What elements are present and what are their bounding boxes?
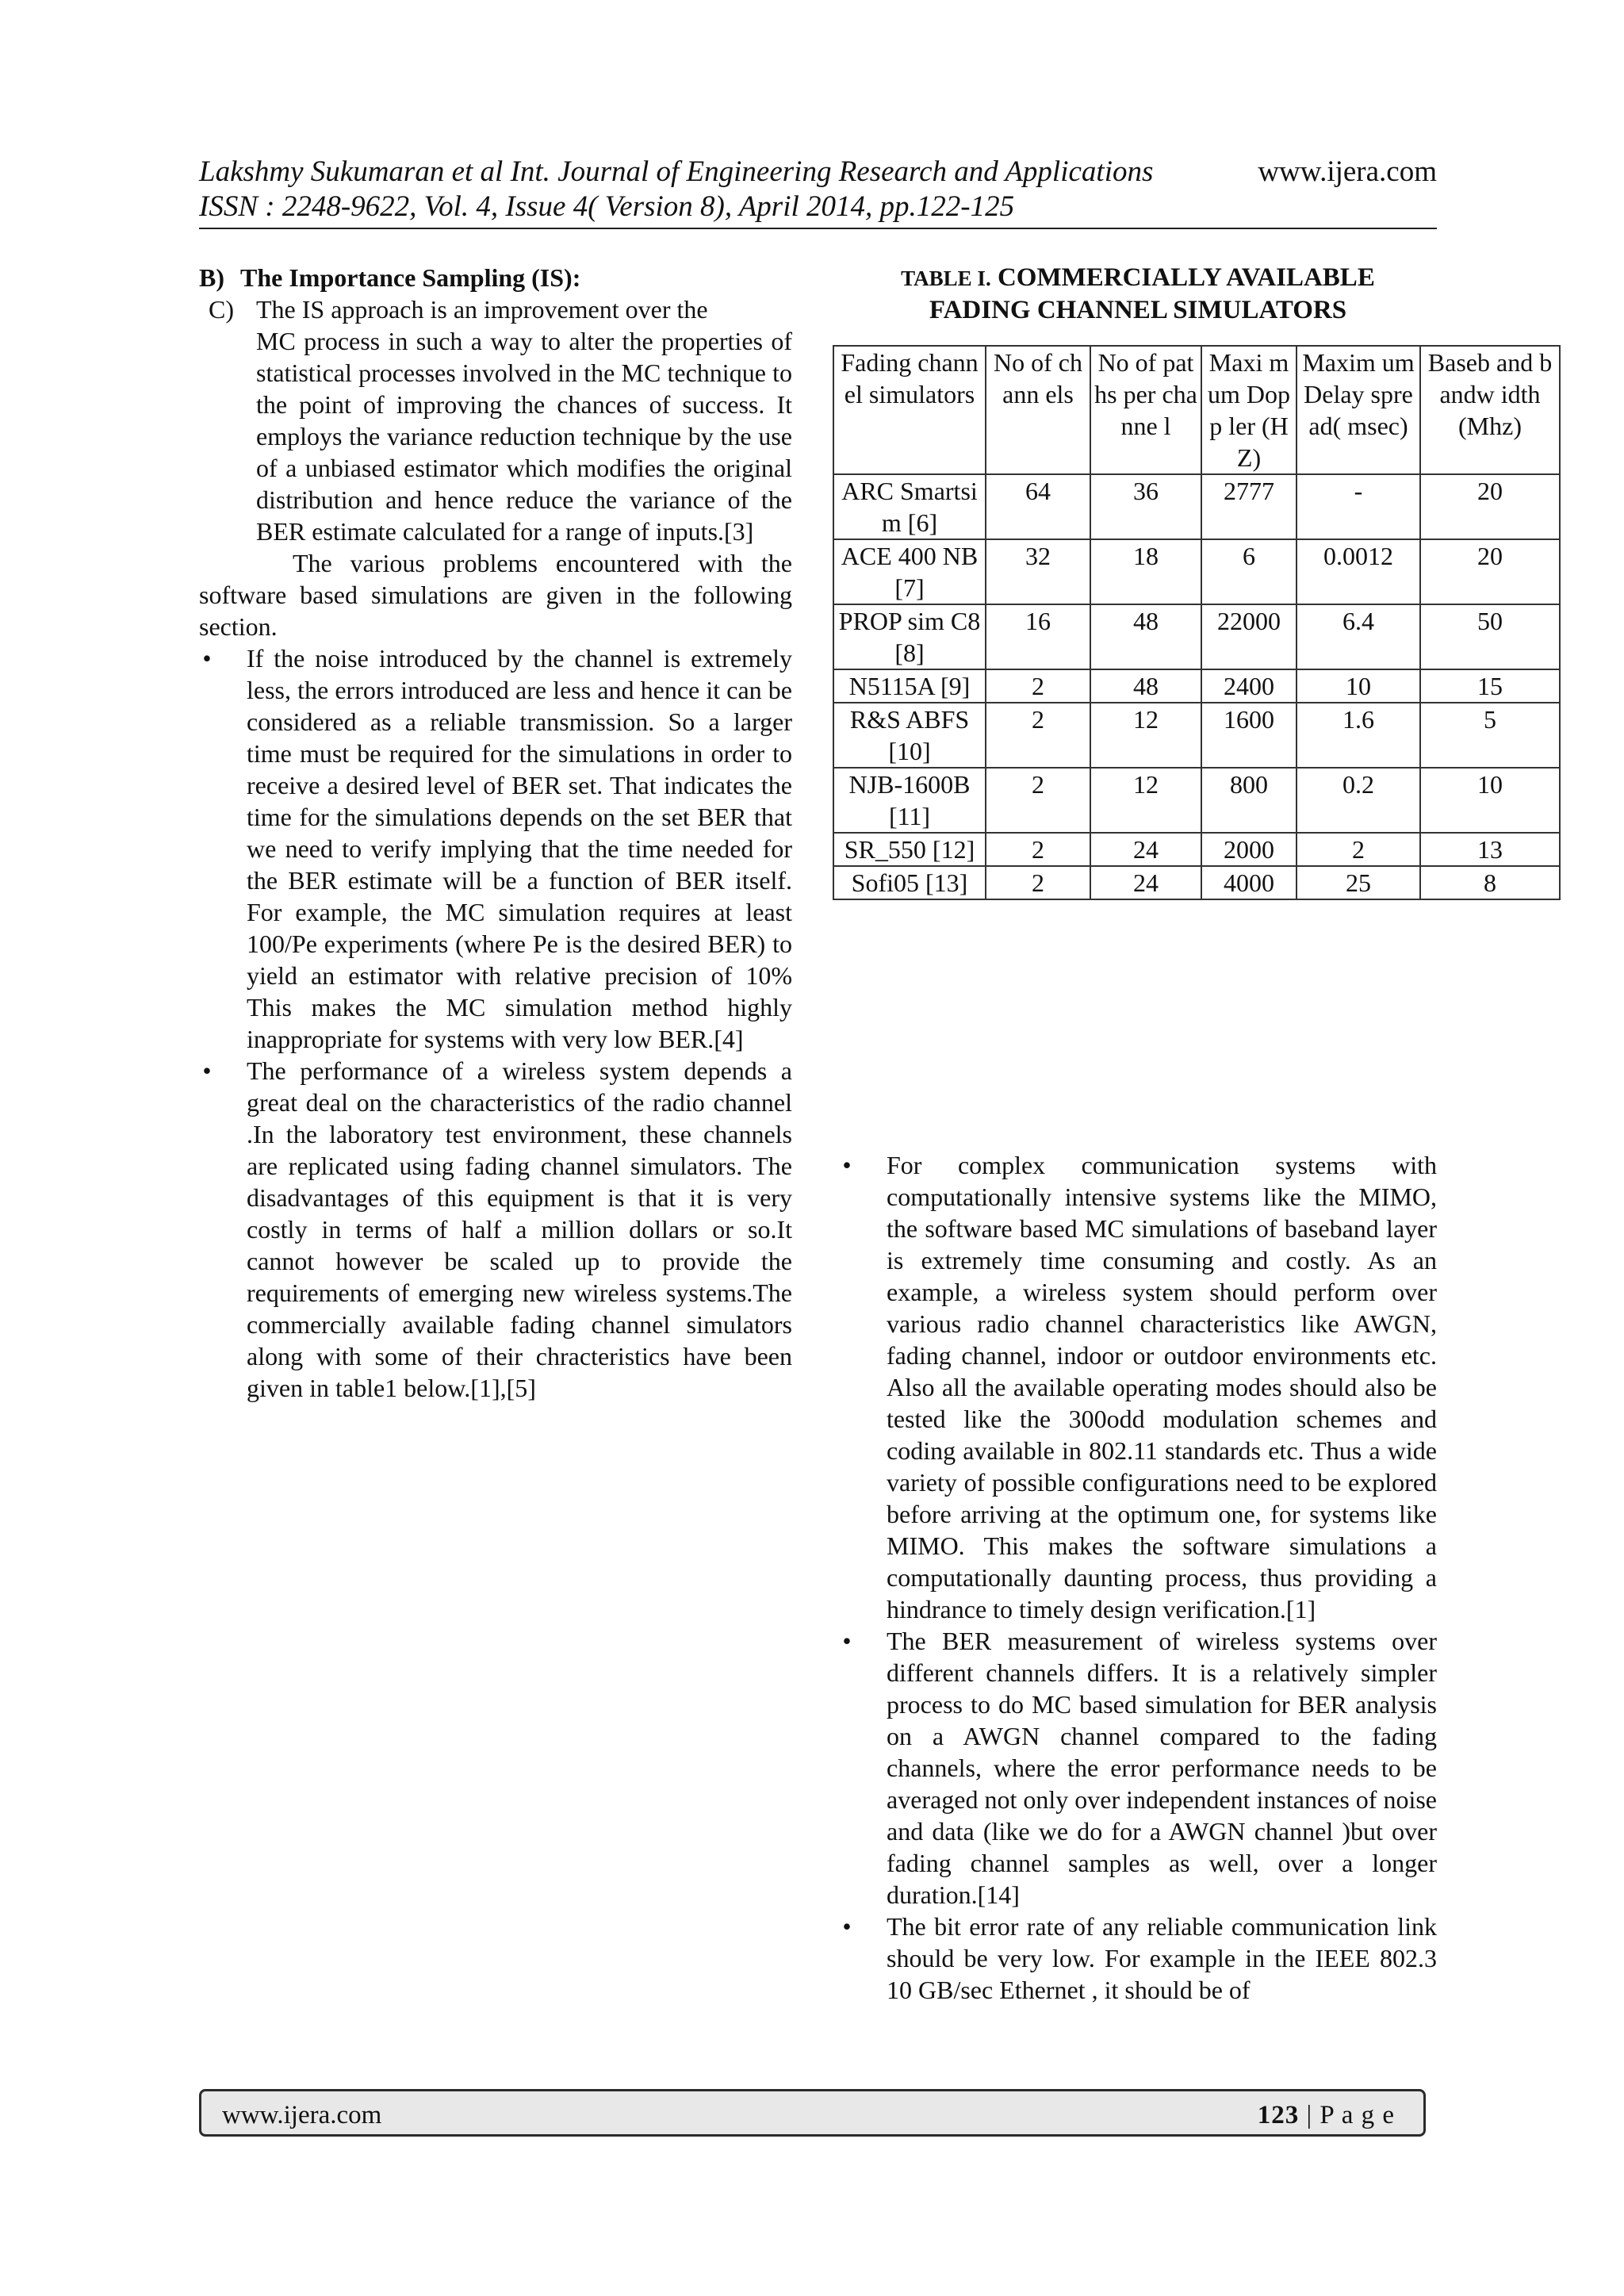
- column-header: Baseb and bandw idth (Mhz): [1420, 346, 1560, 474]
- table-cell: N5115A [9]: [833, 669, 986, 703]
- table-row: [833, 866, 1560, 899]
- table-cell: 10: [1297, 669, 1420, 703]
- table-header-row: [833, 346, 1560, 474]
- table-cell: 64: [986, 474, 1090, 539]
- table-cell: 0.0012: [1297, 539, 1420, 604]
- table-cell: R&S ABFS [10]: [833, 703, 986, 768]
- table-row: [833, 604, 1560, 669]
- table-cell: 15: [1420, 669, 1560, 703]
- bullet-icon: •: [842, 1627, 852, 1655]
- table-cell: Sofi05 [13]: [833, 866, 986, 899]
- table-row: [833, 703, 1560, 768]
- table-cell: 2: [986, 703, 1090, 768]
- footer-page-indicator: [1258, 2091, 1395, 2139]
- table-row: [833, 833, 1560, 866]
- right-column: [839, 1149, 1437, 2006]
- table-caption-line2: FADING CHANNEL SIMULATORS: [929, 296, 1347, 324]
- table-cell: 25: [1297, 866, 1420, 899]
- table-cell: 0.2: [1297, 768, 1420, 833]
- column-header: No of chann els: [986, 346, 1090, 474]
- list-item-text: If the noise introduced by the channel is extremely less, the errors introduced are less and hence it can be considered as a reliable transmission. So a larger time must be required for the simulations in order to receive a desired level of BER set. That indicates the time for the simulations depends on the set BER that we need to verify implying that the time needed for the BER estimate will be a function of BER itself. For example, the MC simulation requires at least 100/Pe experiments (where Pe is the desired BER) to yield an estimator with relative precision of 10% This makes the MC simulation method highly inappropriate for systems with very low BER.[4]: [247, 644, 792, 1053]
- column-header: Maxi mum Dopp ler (HZ): [1201, 346, 1297, 474]
- column-header: Maxim um Delay spread( msec): [1297, 346, 1420, 474]
- header-citation-line2: ISSN : 2248-9622, Vol. 4, Issue 4( Version 8), April 2014, pp.122-125: [199, 190, 1015, 223]
- table-cell: 8: [1420, 866, 1560, 899]
- table-cell: 6.4: [1297, 604, 1420, 669]
- table-cell: PROP sim C8[8]: [833, 604, 986, 669]
- paragraph-continuation: MC process in such a way to alter the properties of statistical processes involved in the MC technique to the point of improving the chances of success. It employs the variance reduction technique by the use of a unbiased estimator which modifies the original distribution and hence reduce the variance of the BER estimate calculated for a range of inputs.[3]: [256, 327, 792, 546]
- bullet-icon: •: [842, 1151, 852, 1179]
- table-cell: 5: [1420, 703, 1560, 768]
- table-cell: 20: [1420, 474, 1560, 539]
- table-cell: 2: [1297, 833, 1420, 866]
- list-item-text: The performance of a wireless system depends a great deal on the characteristics of the radio channel .In the laboratory test environment, these channels are replicated using fading channel simulators. The disadvantages of this equipment is that it is very costly in terms of half a million dollars or so.It cannot however be scaled up to provide the requirements of emerging new wireless systems.The commercially available fading channel simulators along with some of their chracteristics have been given in table1 below.[1],[5]: [247, 1056, 792, 1402]
- left-bullet-list: [199, 642, 792, 1404]
- list-item: [199, 1055, 792, 1404]
- table-cell: 32: [986, 539, 1090, 604]
- list-item-text: For complex communication systems with computationally intensive systems like the MIMO, the software based MC simulations of baseband layer is extremely time consuming and costly. As an example, a wireless system should perform over various radio channel characteristics like AWGN, fading channel, indoor or outdoor environments etc. Also all the available operating modes should also be tested like the 300odd modulation schemes and coding available in 802.11 standards etc. Thus a wide variety of possible configurations need to be explored before arriving at the optimum one, for systems like MIMO. This makes the software simulations a computationally daunting process, thus providing a hindrance to timely design verification.[1]: [887, 1151, 1437, 1623]
- bullet-icon: •: [202, 644, 212, 673]
- list-item: [199, 642, 792, 1055]
- table-cell: 50: [1420, 604, 1560, 669]
- table-row: [833, 669, 1560, 703]
- table-cell: 2: [986, 768, 1090, 833]
- footer-website[interactable]: www.ijera.com: [222, 2101, 382, 2129]
- table-cell: 18: [1090, 539, 1201, 604]
- list-item-text: The bit error rate of any reliable communication link should be very low. For example in the IEEE 802.3 10 GB/sec Ethernet , it should be of: [887, 1912, 1437, 2004]
- table-cell: 48: [1090, 669, 1201, 703]
- problems-paragraph: The various problems encountered with the software based simulations are given in the following section.: [199, 549, 792, 641]
- table-cell: ACE 400 NB[7]: [833, 539, 986, 604]
- table-cell: 4000: [1201, 866, 1297, 899]
- table-cell: 2: [986, 866, 1090, 899]
- table-cell: 2000: [1201, 833, 1297, 866]
- table-caption: [839, 262, 1437, 326]
- table-cell: 2: [986, 669, 1090, 703]
- table-cell: 10: [1420, 768, 1560, 833]
- table-row: [833, 539, 1560, 604]
- table-cell: ARC Smartsim [6]: [833, 474, 986, 539]
- section-title: The Importance Sampling (IS):: [240, 263, 581, 292]
- table-cell: 6: [1201, 539, 1297, 604]
- column-header: Fading channel simulators: [833, 346, 986, 474]
- left-column: [199, 262, 792, 1404]
- table-cell: NJB-1600B [11]: [833, 768, 986, 833]
- page-number: 123: [1257, 2101, 1300, 2129]
- table-cell: 16: [986, 604, 1090, 669]
- table-cell: 12: [1090, 768, 1201, 833]
- list-item: [839, 1911, 1437, 2006]
- header-divider: [199, 228, 1437, 229]
- paragraph-label: C): [209, 295, 234, 324]
- table-caption-prefix: TABLE I.: [901, 266, 991, 290]
- table-cell: 2400: [1201, 669, 1297, 703]
- column-header: No of paths per channe l: [1090, 346, 1201, 474]
- header-citation-line1: Lakshmy Sukumaran et al Int. Journal of Engineering Research and Applications: [199, 155, 1154, 188]
- running-header: [199, 155, 1437, 224]
- is-paragraph: [199, 293, 792, 325]
- table-cell: -: [1297, 474, 1420, 539]
- table-cell: 1600: [1201, 703, 1297, 768]
- table-cell: 24: [1090, 866, 1201, 899]
- table-cell: 2: [986, 833, 1090, 866]
- bullet-icon: •: [202, 1056, 212, 1085]
- list-item-text: The BER measurement of wireless systems over different channels differs. It is a relatively simpler process to do MC based simulation for BER analysis on a AWGN channel compared to the fading channels, where the error performance needs to be averaged not only over independent instances of noise and data (like we do for a AWGN channel )but over fading channel samples as well, over a longer duration.[14]: [887, 1627, 1437, 1909]
- page-label: | P a g e: [1299, 2101, 1395, 2129]
- table-cell: 12: [1090, 703, 1201, 768]
- table-caption-line1: COMMERCIALLY AVAILABLE: [997, 263, 1375, 292]
- header-website[interactable]: www.ijera.com: [1258, 155, 1437, 188]
- table-row: [833, 768, 1560, 833]
- table-cell: 13: [1420, 833, 1560, 866]
- table-cell: 1.6: [1297, 703, 1420, 768]
- paragraph-first-line: The IS approach is an improvement over the: [256, 295, 708, 324]
- table-cell: 48: [1090, 604, 1201, 669]
- page-footer: [199, 2089, 1426, 2137]
- table-cell: SR_550 [12]: [833, 833, 986, 866]
- section-label: B): [199, 263, 224, 292]
- table-cell: 36: [1090, 474, 1201, 539]
- section-heading: [199, 262, 792, 293]
- table-row: [833, 474, 1560, 539]
- simulators-table: [833, 345, 1561, 900]
- bullet-icon: •: [842, 1912, 852, 1941]
- table-cell: 20: [1420, 539, 1560, 604]
- table-cell: 24: [1090, 833, 1201, 866]
- table-cell: 800: [1201, 768, 1297, 833]
- table-cell: 2777: [1201, 474, 1297, 539]
- list-item: [839, 1625, 1437, 1911]
- right-bullet-list: [839, 1149, 1437, 2006]
- table-cell: 22000: [1201, 604, 1297, 669]
- list-item: [839, 1149, 1437, 1625]
